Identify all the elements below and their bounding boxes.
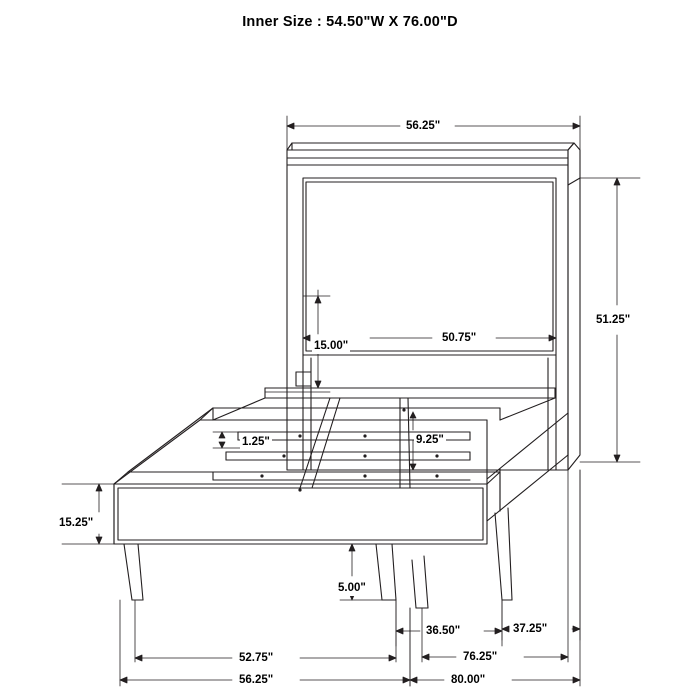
dim-outer-width: 56.25" bbox=[239, 674, 274, 686]
dim-side-depth-outer: 80.00" bbox=[451, 674, 486, 686]
dim-panel-width: 50.75" bbox=[442, 332, 477, 344]
dim-slat-spacing: 9.25" bbox=[416, 434, 444, 446]
headboard bbox=[287, 143, 580, 470]
dim-side-depth-inner: 76.25" bbox=[463, 651, 498, 663]
dim-leg-height: 5.00" bbox=[338, 582, 366, 594]
dim-inner-width: 52.75" bbox=[239, 652, 274, 664]
dim-headboard-width: 56.25" bbox=[406, 120, 441, 132]
dim-rail-to-slat-height: 15.00" bbox=[314, 340, 349, 352]
dim-foot-depth-inner: 36.50" bbox=[426, 625, 461, 637]
dim-footboard-height: 15.25" bbox=[59, 517, 94, 529]
page-title: Inner Size : 54.50"W X 76.00"D bbox=[242, 14, 458, 30]
dim-slat-thickness: 1.25" bbox=[242, 436, 270, 448]
dim-foot-depth-outer: 37.25" bbox=[513, 623, 548, 635]
bed-frame bbox=[114, 388, 568, 608]
dim-headboard-height: 51.25" bbox=[596, 314, 631, 326]
